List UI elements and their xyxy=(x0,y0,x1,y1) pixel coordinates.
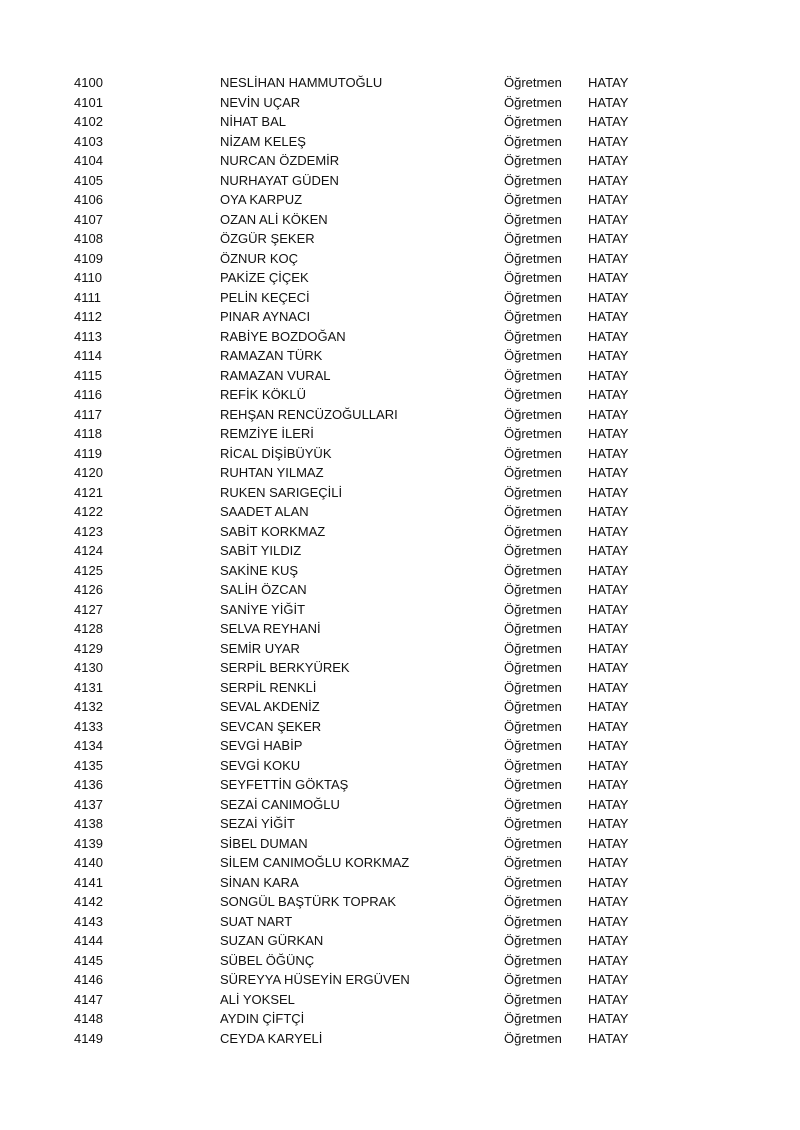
row-number: 4118 xyxy=(74,426,102,441)
table-row xyxy=(0,775,800,795)
city-label: HATAY xyxy=(588,445,629,461)
row-number: 4149 xyxy=(74,1030,103,1046)
row-number: 4121 xyxy=(74,484,103,500)
city-label: HATAY xyxy=(588,367,629,383)
person-name: REMZİYE İLERİ xyxy=(220,426,314,441)
table-row xyxy=(0,619,800,639)
table-row xyxy=(0,93,800,113)
table-row xyxy=(0,892,800,912)
city-label: HATAY xyxy=(588,816,629,831)
role-label: Öğretmen xyxy=(504,757,562,773)
person-name: SEZAİ YİĞİT xyxy=(220,816,295,831)
city-label: HATAY xyxy=(588,426,629,441)
row-number: 4117 xyxy=(74,406,102,422)
row-number: 4124 xyxy=(74,543,103,558)
city-label: HATAY xyxy=(588,543,629,558)
role-label: Öğretmen xyxy=(504,289,562,305)
row-number: 4109 xyxy=(74,250,103,266)
person-name: SİBEL DUMAN xyxy=(220,835,308,851)
city-label: HATAY xyxy=(588,621,629,636)
role-label: Öğretmen xyxy=(504,75,562,90)
row-number: 4120 xyxy=(74,465,103,480)
city-label: HATAY xyxy=(588,952,629,968)
table-row xyxy=(0,697,800,717)
person-name: SEVCAN ŞEKER xyxy=(220,718,322,734)
city-label: HATAY xyxy=(588,1011,629,1026)
role-label: Öğretmen xyxy=(504,211,562,227)
row-number: 4114 xyxy=(74,348,102,363)
table-row xyxy=(0,424,800,444)
table-row xyxy=(0,307,800,327)
table-row xyxy=(0,717,800,737)
row-number: 4102 xyxy=(74,114,103,129)
table-row xyxy=(0,912,800,932)
row-number: 4145 xyxy=(74,952,103,968)
row-number: 4123 xyxy=(74,523,103,539)
row-number: 4103 xyxy=(74,133,103,149)
row-number: 4139 xyxy=(74,835,103,851)
role-label: Öğretmen xyxy=(504,172,562,188)
city-label: HATAY xyxy=(588,991,629,1007)
role-label: Öğretmen xyxy=(504,660,562,675)
city-label: HATAY xyxy=(588,699,629,714)
table-row xyxy=(0,561,800,581)
row-number: 4144 xyxy=(74,933,103,948)
city-label: HATAY xyxy=(588,289,629,305)
row-number: 4111 xyxy=(74,289,101,305)
person-name: RAMAZAN TÜRK xyxy=(220,348,323,363)
table-row xyxy=(0,327,800,347)
role-label: Öğretmen xyxy=(504,133,562,149)
row-number: 4106 xyxy=(74,192,103,207)
table-row xyxy=(0,658,800,678)
row-number: 4131 xyxy=(74,679,103,695)
row-number: 4113 xyxy=(74,328,102,344)
person-name: SAKİNE KUŞ xyxy=(220,562,299,578)
row-number: 4104 xyxy=(74,153,103,168)
role-label: Öğretmen xyxy=(504,523,562,539)
table-row xyxy=(0,444,800,464)
row-number: 4132 xyxy=(74,699,103,714)
row-number: 4136 xyxy=(74,777,103,792)
person-name: NURHAYAT GÜDEN xyxy=(220,172,339,188)
person-name: OYA KARPUZ xyxy=(220,192,303,207)
role-label: Öğretmen xyxy=(504,621,562,636)
table-row xyxy=(0,951,800,971)
city-label: HATAY xyxy=(588,679,629,695)
city-label: HATAY xyxy=(588,465,629,480)
table-row xyxy=(0,483,800,503)
row-number: 4135 xyxy=(74,757,103,773)
person-name: ÖZGÜR ŞEKER xyxy=(220,231,315,246)
city-label: HATAY xyxy=(588,640,629,656)
table-row xyxy=(0,756,800,776)
city-label: HATAY xyxy=(588,172,629,188)
person-name: OZAN ALİ KÖKEN xyxy=(220,211,328,227)
role-label: Öğretmen xyxy=(504,465,562,480)
role-label: Öğretmen xyxy=(504,738,562,753)
role-label: Öğretmen xyxy=(504,348,562,363)
person-name: SÜREYYA HÜSEYİN ERGÜVEN xyxy=(220,972,410,987)
person-name: SABİT KORKMAZ xyxy=(220,523,326,539)
city-label: HATAY xyxy=(588,1030,629,1046)
row-number: 4110 xyxy=(74,270,102,285)
table-row xyxy=(0,990,800,1010)
table-row xyxy=(0,1009,800,1029)
personnel-table xyxy=(0,73,800,1048)
role-label: Öğretmen xyxy=(504,231,562,246)
person-name: SEMİR UYAR xyxy=(220,640,300,656)
role-label: Öğretmen xyxy=(504,894,562,909)
person-name: AYDIN ÇİFTÇİ xyxy=(220,1011,305,1026)
role-label: Öğretmen xyxy=(504,426,562,441)
role-label: Öğretmen xyxy=(504,328,562,344)
city-label: HATAY xyxy=(588,972,629,987)
role-label: Öğretmen xyxy=(504,250,562,266)
role-label: Öğretmen xyxy=(504,640,562,656)
table-row xyxy=(0,522,800,542)
city-label: HATAY xyxy=(588,387,629,402)
table-row xyxy=(0,385,800,405)
person-name: SERPİL RENKLİ xyxy=(220,679,317,695)
role-label: Öğretmen xyxy=(504,972,562,987)
person-name: NURCAN ÖZDEMİR xyxy=(220,153,340,168)
person-name: PELİN KEÇECİ xyxy=(220,289,310,305)
table-row xyxy=(0,288,800,308)
person-name: ALİ YOKSEL xyxy=(220,991,295,1007)
table-row xyxy=(0,639,800,659)
role-label: Öğretmen xyxy=(504,387,562,402)
row-number: 4129 xyxy=(74,640,103,656)
row-number: 4107 xyxy=(74,211,103,227)
row-number: 4148 xyxy=(74,1011,103,1026)
table-row xyxy=(0,580,800,600)
person-name: SABİT YILDIZ xyxy=(220,543,302,558)
row-number: 4140 xyxy=(74,855,103,870)
city-label: HATAY xyxy=(588,894,629,909)
city-label: HATAY xyxy=(588,406,629,422)
table-row xyxy=(0,678,800,698)
role-label: Öğretmen xyxy=(504,679,562,695)
table-row xyxy=(0,736,800,756)
city-label: HATAY xyxy=(588,211,629,227)
person-name: PINAR AYNACI xyxy=(220,309,311,324)
row-number: 4116 xyxy=(74,387,102,402)
person-name: SUAT NART xyxy=(220,913,293,929)
person-name: ÖZNUR KOÇ xyxy=(220,250,298,266)
role-label: Öğretmen xyxy=(504,718,562,734)
role-label: Öğretmen xyxy=(504,543,562,558)
person-name: NESLİHAN HAMMUTOĞLU xyxy=(220,75,383,90)
table-row xyxy=(0,132,800,152)
person-name: SALİH ÖZCAN xyxy=(220,582,307,597)
city-label: HATAY xyxy=(588,933,629,948)
city-label: HATAY xyxy=(588,328,629,344)
table-row xyxy=(0,346,800,366)
row-number: 4130 xyxy=(74,660,103,675)
city-label: HATAY xyxy=(588,601,629,617)
city-label: HATAY xyxy=(588,504,629,519)
table-row xyxy=(0,873,800,893)
role-label: Öğretmen xyxy=(504,94,562,110)
role-label: Öğretmen xyxy=(504,601,562,617)
row-number: 4134 xyxy=(74,738,103,753)
person-name: REHŞAN RENCÜZOĞULLARI xyxy=(220,406,398,422)
city-label: HATAY xyxy=(588,757,629,773)
person-name: REFİK KÖKLÜ xyxy=(220,387,306,402)
table-row xyxy=(0,502,800,522)
row-number: 4143 xyxy=(74,913,103,929)
role-label: Öğretmen xyxy=(504,270,562,285)
person-name: RUKEN SARIGEÇİLİ xyxy=(220,484,343,500)
role-label: Öğretmen xyxy=(504,796,562,812)
person-name: SEVGİ KOKU xyxy=(220,757,301,773)
table-row xyxy=(0,853,800,873)
row-number: 4133 xyxy=(74,718,103,734)
city-label: HATAY xyxy=(588,777,629,792)
person-name: RUHTAN YILMAZ xyxy=(220,465,324,480)
table-row xyxy=(0,970,800,990)
person-name: SEVAL AKDENİZ xyxy=(220,699,320,714)
row-number: 4147 xyxy=(74,991,103,1007)
table-row xyxy=(0,229,800,249)
table-row xyxy=(0,73,800,93)
person-name: NİZAM KELEŞ xyxy=(220,133,306,149)
city-label: HATAY xyxy=(588,75,629,90)
table-row xyxy=(0,210,800,230)
row-number: 4112 xyxy=(74,309,102,324)
role-label: Öğretmen xyxy=(504,153,562,168)
row-number: 4101 xyxy=(74,94,103,110)
city-label: HATAY xyxy=(588,270,629,285)
city-label: HATAY xyxy=(588,582,629,597)
table-row xyxy=(0,405,800,425)
person-name: RABİYE BOZDOĞAN xyxy=(220,328,346,344)
person-name: SERPİL BERKYÜREK xyxy=(220,660,350,675)
person-name: RAMAZAN VURAL xyxy=(220,367,331,383)
role-label: Öğretmen xyxy=(504,1011,562,1026)
role-label: Öğretmen xyxy=(504,484,562,500)
role-label: Öğretmen xyxy=(504,1030,562,1046)
city-label: HATAY xyxy=(588,913,629,929)
row-number: 4100 xyxy=(74,75,103,90)
city-label: HATAY xyxy=(588,94,629,110)
row-number: 4125 xyxy=(74,562,103,578)
row-number: 4146 xyxy=(74,972,103,987)
city-label: HATAY xyxy=(588,348,629,363)
person-name: SAADET ALAN xyxy=(220,504,309,519)
person-name: SİLEM CANIMOĞLU KORKMAZ xyxy=(220,855,410,870)
role-label: Öğretmen xyxy=(504,192,562,207)
row-number: 4115 xyxy=(74,367,102,383)
city-label: HATAY xyxy=(588,231,629,246)
person-name: SEYFETTİN GÖKTAŞ xyxy=(220,777,349,792)
person-name: NİHAT BAL xyxy=(220,114,286,129)
row-number: 4108 xyxy=(74,231,103,246)
person-name: PAKİZE ÇİÇEK xyxy=(220,270,309,285)
table-row xyxy=(0,366,800,386)
role-label: Öğretmen xyxy=(504,991,562,1007)
person-name: CEYDA KARYELİ xyxy=(220,1030,323,1046)
row-number: 4119 xyxy=(74,445,102,461)
role-label: Öğretmen xyxy=(504,816,562,831)
table-row xyxy=(0,151,800,171)
role-label: Öğretmen xyxy=(504,114,562,129)
row-number: 4137 xyxy=(74,796,103,812)
table-row xyxy=(0,249,800,269)
table-row xyxy=(0,190,800,210)
table-row xyxy=(0,814,800,834)
role-label: Öğretmen xyxy=(504,582,562,597)
table-row xyxy=(0,463,800,483)
role-label: Öğretmen xyxy=(504,699,562,714)
city-label: HATAY xyxy=(588,192,629,207)
person-name: SİNAN KARA xyxy=(220,874,299,890)
row-number: 4126 xyxy=(74,582,103,597)
person-name: SELVA REYHANİ xyxy=(220,621,321,636)
role-label: Öğretmen xyxy=(504,445,562,461)
table-row xyxy=(0,795,800,815)
role-label: Öğretmen xyxy=(504,933,562,948)
city-label: HATAY xyxy=(588,835,629,851)
role-label: Öğretmen xyxy=(504,562,562,578)
role-label: Öğretmen xyxy=(504,777,562,792)
person-name: SEVGİ HABİP xyxy=(220,738,303,753)
person-name: SANİYE YİĞİT xyxy=(220,601,306,617)
city-label: HATAY xyxy=(588,738,629,753)
table-row xyxy=(0,1029,800,1049)
row-number: 4142 xyxy=(74,894,103,909)
row-number: 4122 xyxy=(74,504,103,519)
table-row xyxy=(0,834,800,854)
table-row xyxy=(0,171,800,191)
city-label: HATAY xyxy=(588,114,629,129)
table-row xyxy=(0,541,800,561)
role-label: Öğretmen xyxy=(504,504,562,519)
row-number: 4127 xyxy=(74,601,103,617)
city-label: HATAY xyxy=(588,153,629,168)
city-label: HATAY xyxy=(588,874,629,890)
city-label: HATAY xyxy=(588,484,629,500)
person-name: SUZAN GÜRKAN xyxy=(220,933,324,948)
role-label: Öğretmen xyxy=(504,913,562,929)
row-number: 4128 xyxy=(74,621,103,636)
city-label: HATAY xyxy=(588,250,629,266)
role-label: Öğretmen xyxy=(504,406,562,422)
role-label: Öğretmen xyxy=(504,367,562,383)
role-label: Öğretmen xyxy=(504,952,562,968)
person-name: SONGÜL BAŞTÜRK TOPRAK xyxy=(220,894,397,909)
city-label: HATAY xyxy=(588,718,629,734)
city-label: HATAY xyxy=(588,523,629,539)
row-number: 4141 xyxy=(74,874,103,890)
role-label: Öğretmen xyxy=(504,855,562,870)
person-name: SEZAİ CANIMOĞLU xyxy=(220,796,340,812)
city-label: HATAY xyxy=(588,309,629,324)
city-label: HATAY xyxy=(588,562,629,578)
table-row xyxy=(0,931,800,951)
city-label: HATAY xyxy=(588,855,629,870)
table-row xyxy=(0,600,800,620)
city-label: HATAY xyxy=(588,133,629,149)
person-name: RİCAL DİŞİBÜYÜK xyxy=(220,445,332,461)
role-label: Öğretmen xyxy=(504,309,562,324)
role-label: Öğretmen xyxy=(504,835,562,851)
person-name: SÜBEL ÖĞÜNÇ xyxy=(220,952,315,968)
table-row xyxy=(0,112,800,132)
person-name: NEVİN UÇAR xyxy=(220,94,301,110)
table-row xyxy=(0,268,800,288)
row-number: 4105 xyxy=(74,172,103,188)
row-number: 4138 xyxy=(74,816,103,831)
city-label: HATAY xyxy=(588,796,629,812)
city-label: HATAY xyxy=(588,660,629,675)
role-label: Öğretmen xyxy=(504,874,562,890)
